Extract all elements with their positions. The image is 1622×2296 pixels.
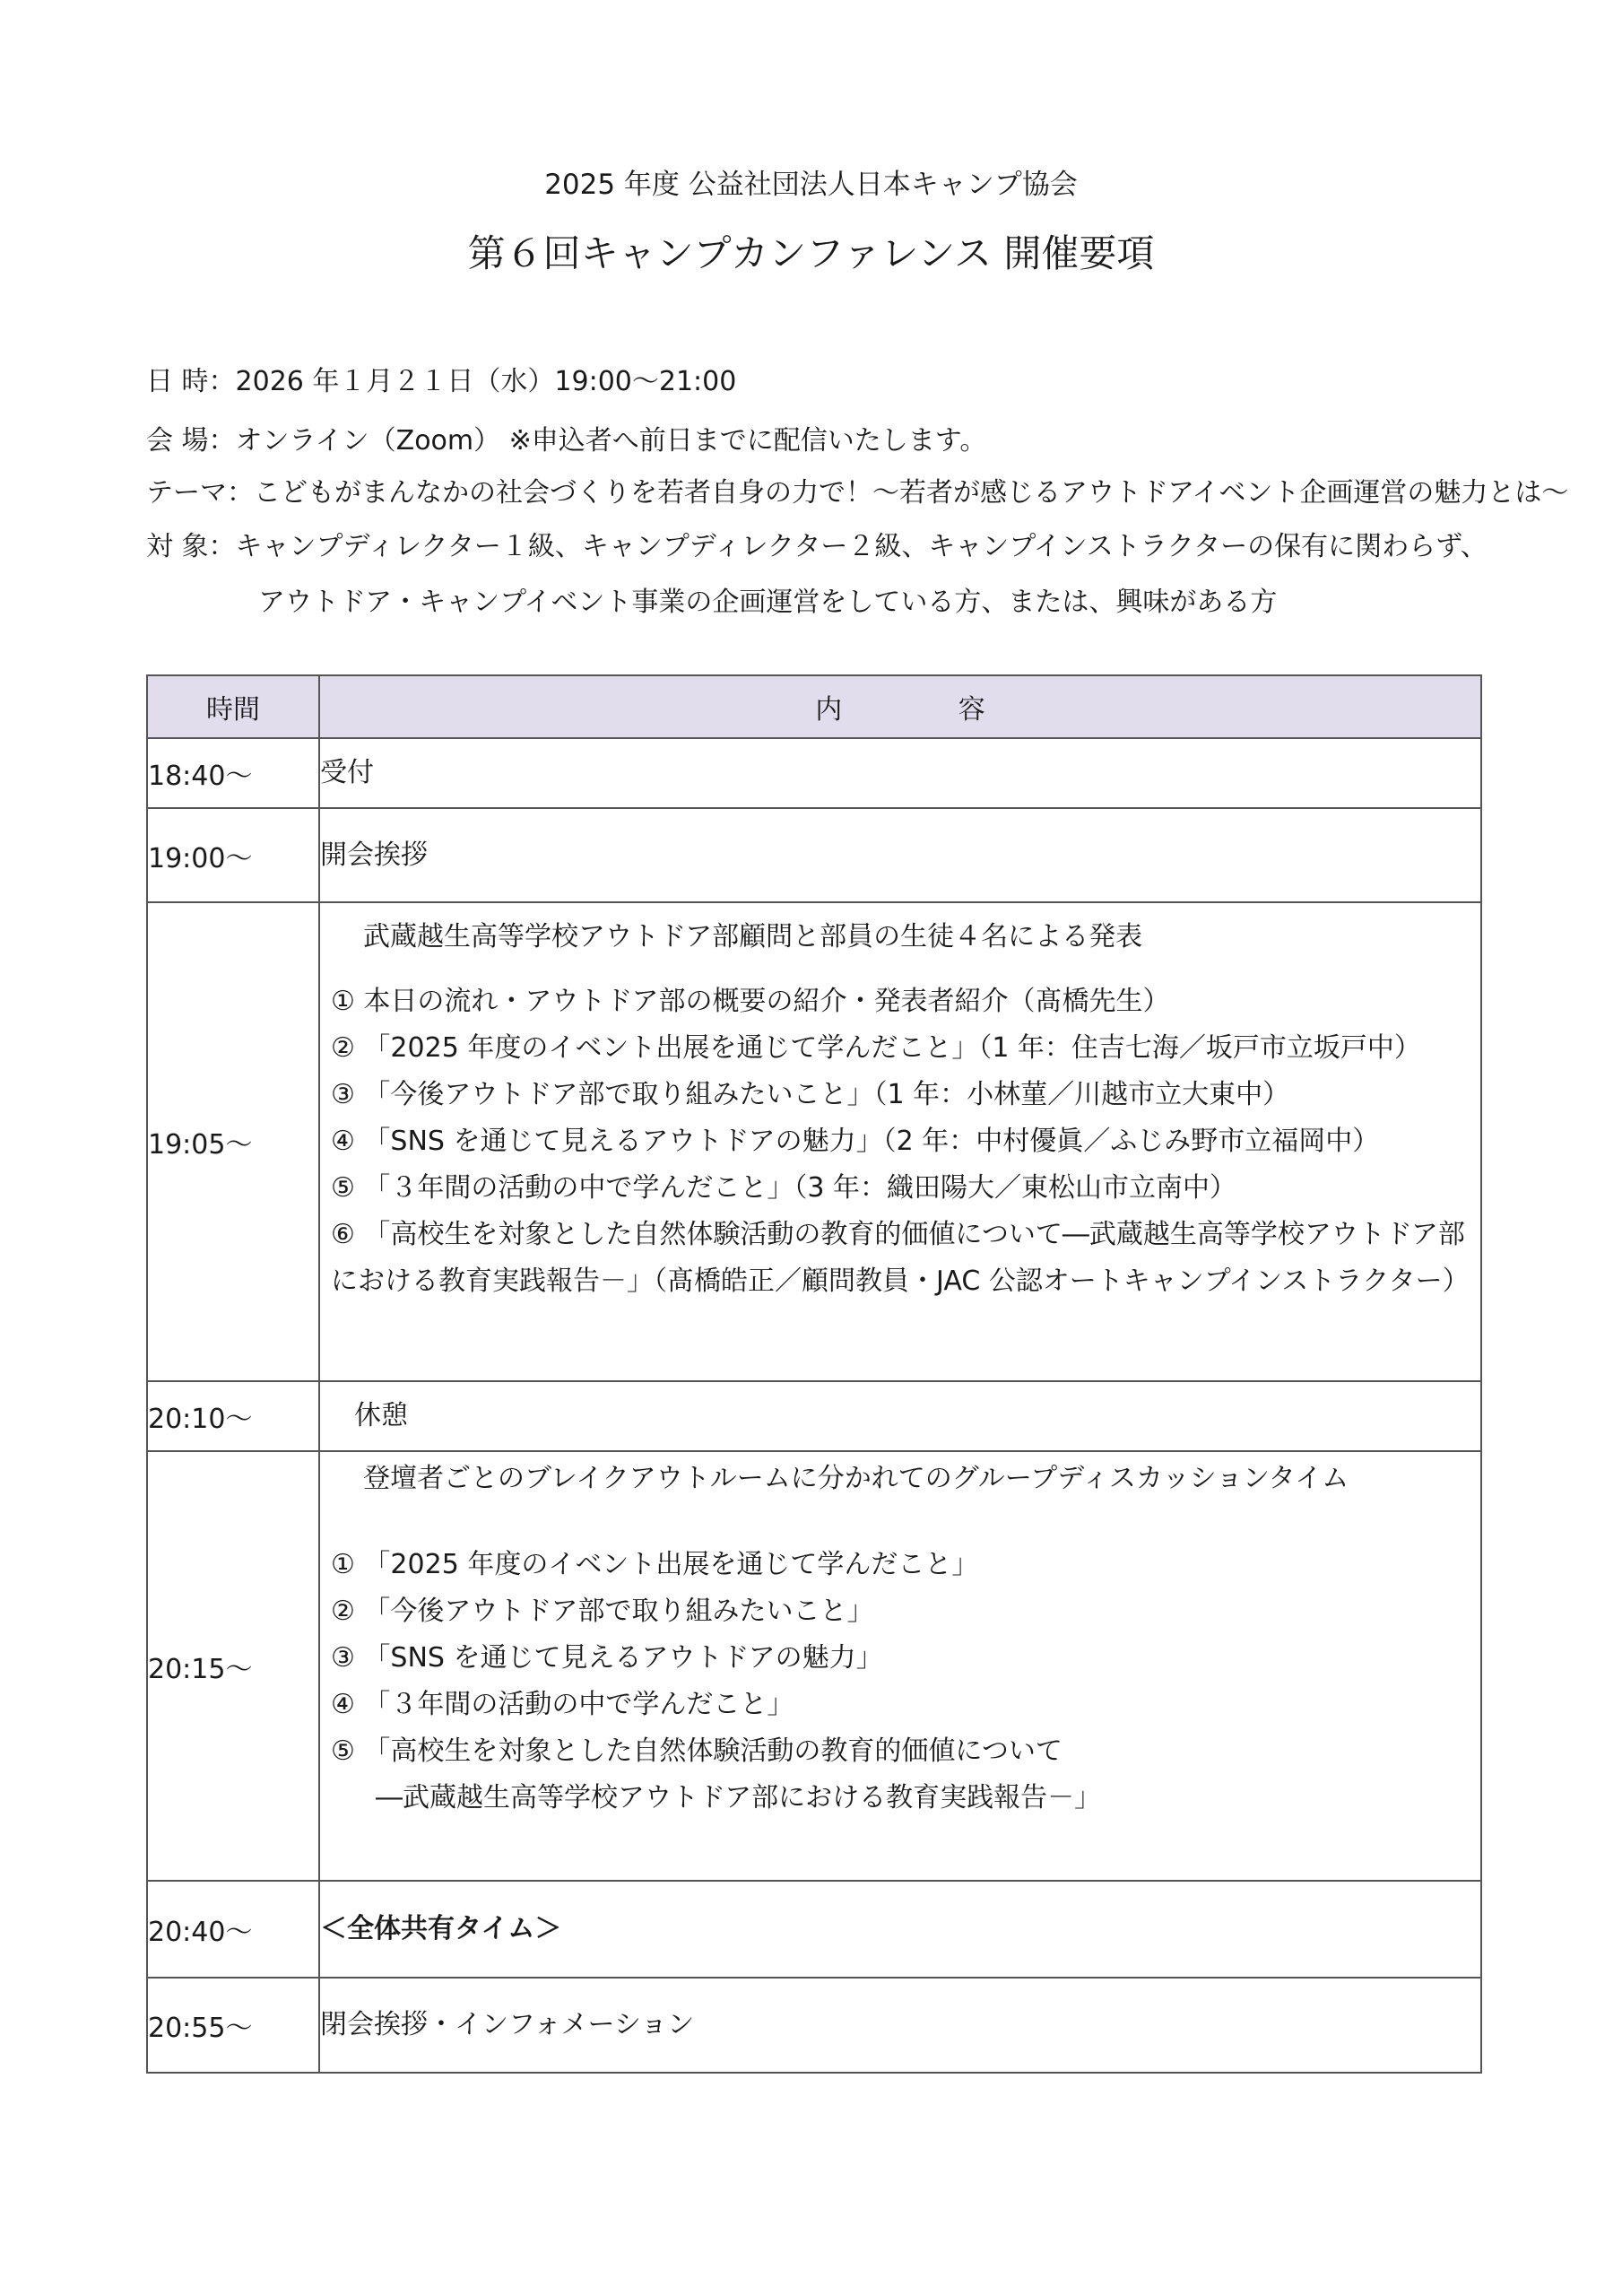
table-row <box>147 738 1481 808</box>
row-time: 20:10～ <box>147 1381 319 1451</box>
list-item: ⑤ 「高校生を対象とした自然体験活動の教育的価値について <box>331 1735 1063 1767</box>
row-time: 20:15～ <box>147 1451 319 1881</box>
organization-line: 2025 年度 公益社団法人日本キャンプ協会 <box>544 169 1078 201</box>
header-content: 内 容 <box>319 675 1481 738</box>
list-item-continued: ―武蔵越生高等学校アウトドア部における教育実践報告－」 <box>376 1782 1102 1813</box>
row-content: 閉会挨拶・インフォメーション <box>319 1978 1481 2073</box>
row-time: 18:40～ <box>147 738 319 808</box>
list-item: ④ 「SNS を通じて見えるアウトドアの魅力」（2 年：中村優眞／ふじみ野市立福岡中） <box>331 1126 1380 1157</box>
list-item: ③ 「SNS を通じて見えるアウトドアの魅力」 <box>331 1642 883 1674</box>
row-content <box>319 1451 1481 1881</box>
list-item: ③ 「今後アウトドア部で取り組みたいこと」（1 年：小林菫／川越市立大東中） <box>331 1079 1290 1110</box>
row-time: 20:55～ <box>147 1978 319 2073</box>
info-date: 日 時：2026 年１月２１日（水）19:00～21:00 <box>146 366 737 397</box>
info-theme: テーマ：こどもがまんなかの社会づくりを若者自身の力で！～若者が感じるアウトドアイベント企画運営の魅力とは～ <box>146 477 1569 509</box>
section-intro: 武蔵越生高等学校アウトドア部顧問と部員の生徒４名による発表 <box>363 921 1143 952</box>
row-time: 19:00～ <box>147 808 319 902</box>
row-content: 受付 <box>319 738 1481 808</box>
list-item: ② 「今後アウトドア部で取り組みたいこと」 <box>331 1596 874 1627</box>
table-row <box>147 808 1481 902</box>
list-item: ⑥ 「高校生を対象とした自然体験活動の教育的価値について―武蔵越生高等学校アウトドア部 <box>331 1219 1465 1250</box>
page-title: 第６回キャンプカンファレンス 開催要項 <box>467 231 1155 275</box>
info-venue: 会 場：オンライン（Zoom） ※申込者へ前日までに配信いたします。 <box>146 425 987 457</box>
row-content: 休憩 <box>319 1381 1481 1451</box>
list-item-continued: における教育実践報告－」（髙橋皓正／顧問教員・JAC 公認オートキャンプインストラクター） <box>331 1265 1470 1297</box>
row-time: 20:40～ <box>147 1881 319 1978</box>
list-item: ⑤ 「３年間の活動の中で学んだこと」（3 年：織田陽大／東松山市立南中） <box>331 1172 1237 1204</box>
list-item: ④ 「３年間の活動の中で学んだこと」 <box>331 1689 794 1720</box>
table-row <box>147 902 1481 1381</box>
table-row <box>147 1978 1481 2073</box>
info-target-continued: アウトドア・キャンプイベント事業の企画運営をしている方、または、興味がある方 <box>258 587 1278 618</box>
row-time: 19:05～ <box>147 902 319 1381</box>
table-header-row <box>147 675 1481 738</box>
header-time: 時間 <box>147 675 319 738</box>
list-item: ① 「2025 年度のイベント出展を通じて学んだこと」 <box>331 1549 979 1580</box>
section-intro: 登壇者ごとのブレイクアウトルームに分かれてのグループディスカッションタイム <box>363 1463 1349 1494</box>
list-item: ② 「2025 年度のイベント出展を通じて学んだこと」（1 年：住吉七海／坂戸市立坂戸中） <box>331 1032 1421 1064</box>
row-content: 開会挨拶 <box>319 808 1481 902</box>
table-row <box>147 1451 1481 1881</box>
row-content: ＜全体共有タイム＞ <box>319 1881 1481 1978</box>
list-item: ① 本日の流れ・アウトドア部の概要の紹介・発表者紹介（髙橋先生） <box>331 986 1170 1017</box>
info-target: 対 象：キャンプディレクター１級、キャンプディレクター２級、キャンプインストラクターの保有に関わらず、 <box>146 531 1488 562</box>
table-row <box>147 1381 1481 1451</box>
table-row <box>147 1881 1481 1978</box>
schedule-table <box>146 674 1482 2074</box>
row-content <box>319 902 1481 1381</box>
